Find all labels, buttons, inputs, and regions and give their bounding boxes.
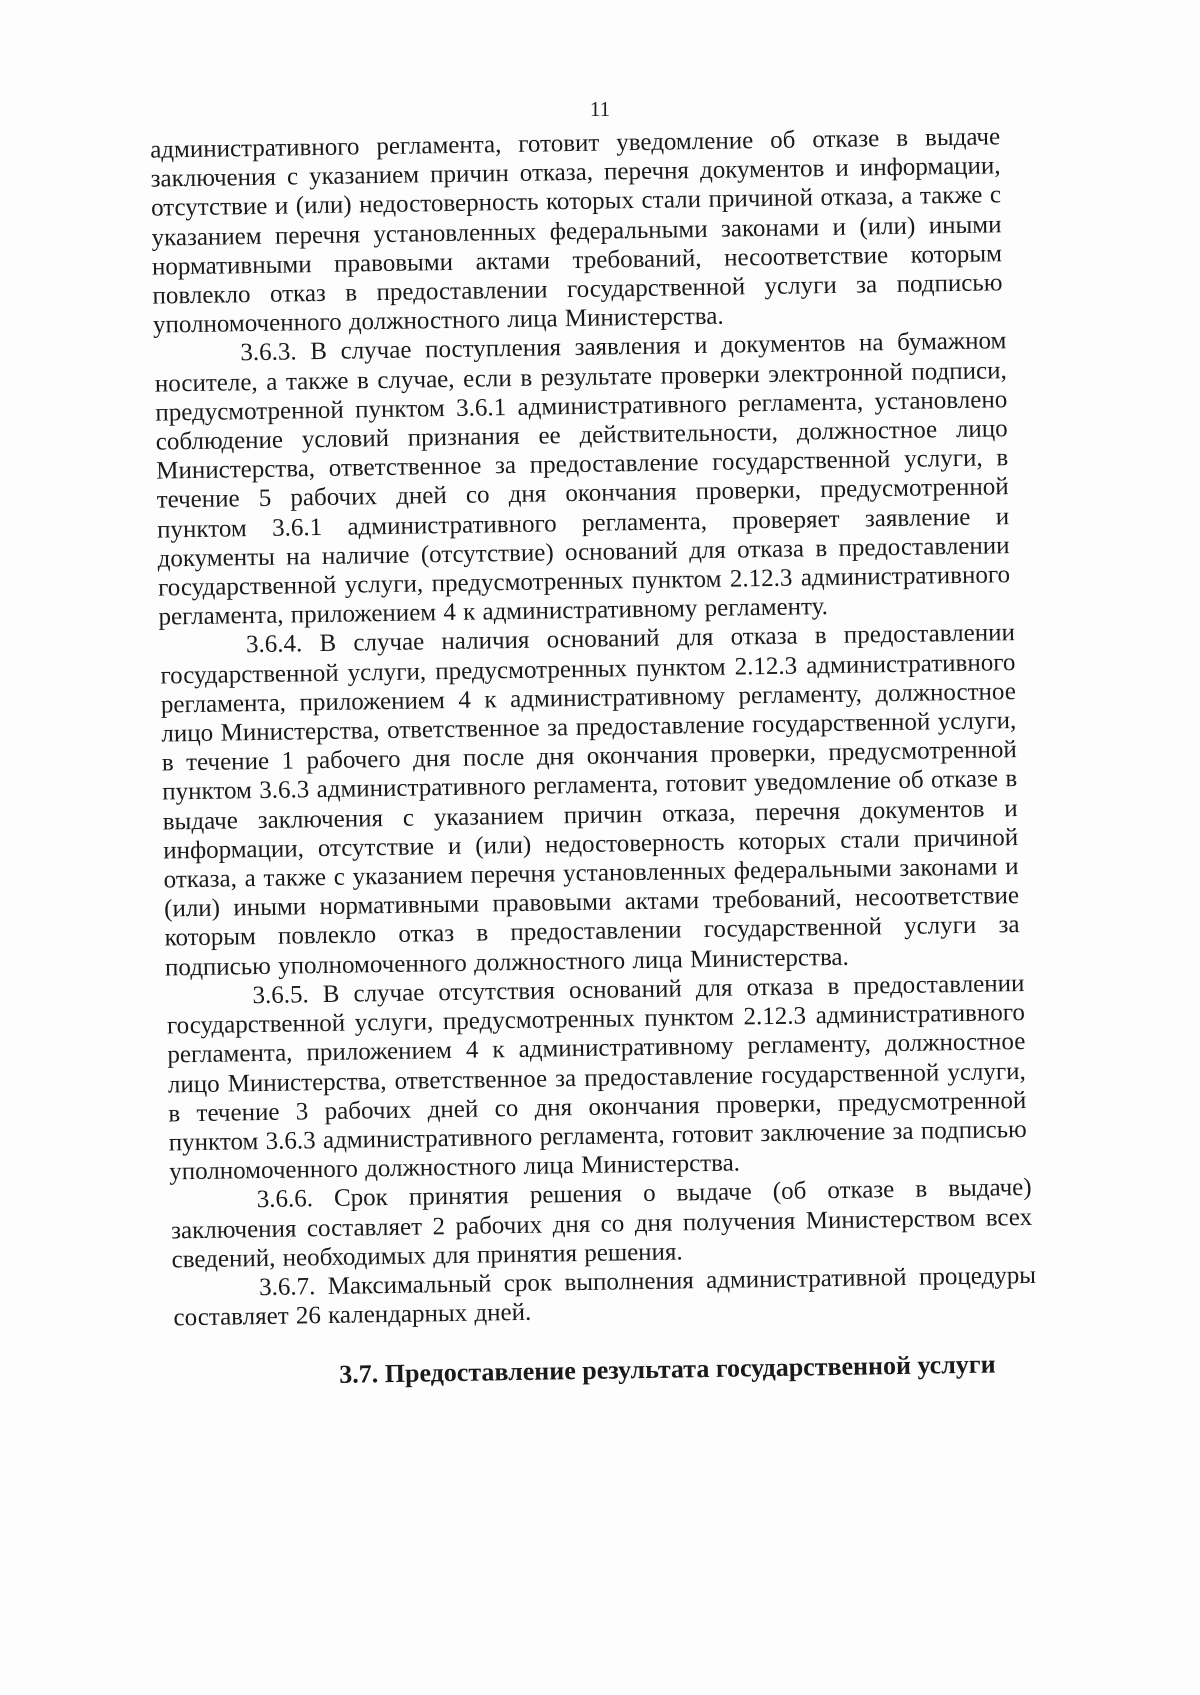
paragraph-continued: административного регламента, готовит уведомление об отказе в выдаче заключения с указанием причин отказа, перечня документов и информации, отсутствие и (или) недостоверность которых стали причиной отказа, а также с указанием перечня установленных федеральными законами и (или) иными нормативными правовыми актами требований, несоответствие которым повлекло отказ в предоставлении государственной услуги за подписью уполномоченного должностного лица Министерства. [149,123,1003,339]
section-heading-3-7: 3.7. Предоставление результата государственной услуги [339,1349,996,1390]
paragraph-3-6-7: 3.6.7. Максимальный срок выполнения административной процедуры составляет 26 календарных дней. [173,1261,1037,1332]
page-number: 11 [589,97,611,121]
paragraph-3-6-3: 3.6.3. В случае поступления заявления и документов на бумажном носителе, а также в случае, если в результате проверки электронной подписи, предусмотренной пунктом 3.6.1 административного регламента, установлено соблюдение условий признания ее действительности, должностное лицо Министерства, ответственное за предоставление государственной услуги, в течение 5 рабочих дней со дня окончания проверки, предусмотренной пунктом 3.6.1 административного регламента, проверяет заявление и документы на наличие (отсутствие) оснований для отказа в предоставлении государственной услуги, предусмотренных пунктом 2.12.3 административного регламента, приложением 4 к административному регламенту. [154,327,1011,631]
paragraph-3-6-4: 3.6.4. В случае наличия оснований для отказа в предоставлении государственной услуги, предусмотренных пунктом 2.12.3 административного регламента, приложением 4 к административному регламенту, должностное лицо Министерства, ответственное за предоставление государственной услуги, в течение 1 рабочего дня после дня окончания проверки, предусмотренной пунктом 3.6.3 административного регламента, готовит уведомление об отказе в выдаче заключения с указанием причин отказа, перечня документов и информации, отсутствие и (или) недостоверность которых стали причиной отказа, а также с указанием перечня установленных федеральными законами и (или) иными нормативными правовыми актами требований, несоответствие которым повлекло отказ в предоставлении государственной услуги за подписью уполномоченного должностного лица Министерства. [160,619,1020,982]
paragraph-3-6-5: 3.6.5. В случае отсутствия оснований для отказа в предоставлении государственной услуги, предусмотренных пунктом 2.12.3 административного регламента, приложением 4 к административному регламенту, должностное лицо Министерства, ответственное за предоставление государственной услуги, в течение 3 рабочих дней со дня окончания проверки, предусмотренной пунктом 3.6.3 административного регламента, готовит заключение за подписью уполномоченного должностного лица Министерства. [166,969,1027,1186]
document-body [0,119,1200,1395]
paragraph-3-6-6: 3.6.6. Срок принятия решения о выдаче (об отказе в выдаче) заключения составляет 2 рабочих дня со дня получения Министерством всех сведений, необходимых для принятия решения. [170,1174,1033,1274]
